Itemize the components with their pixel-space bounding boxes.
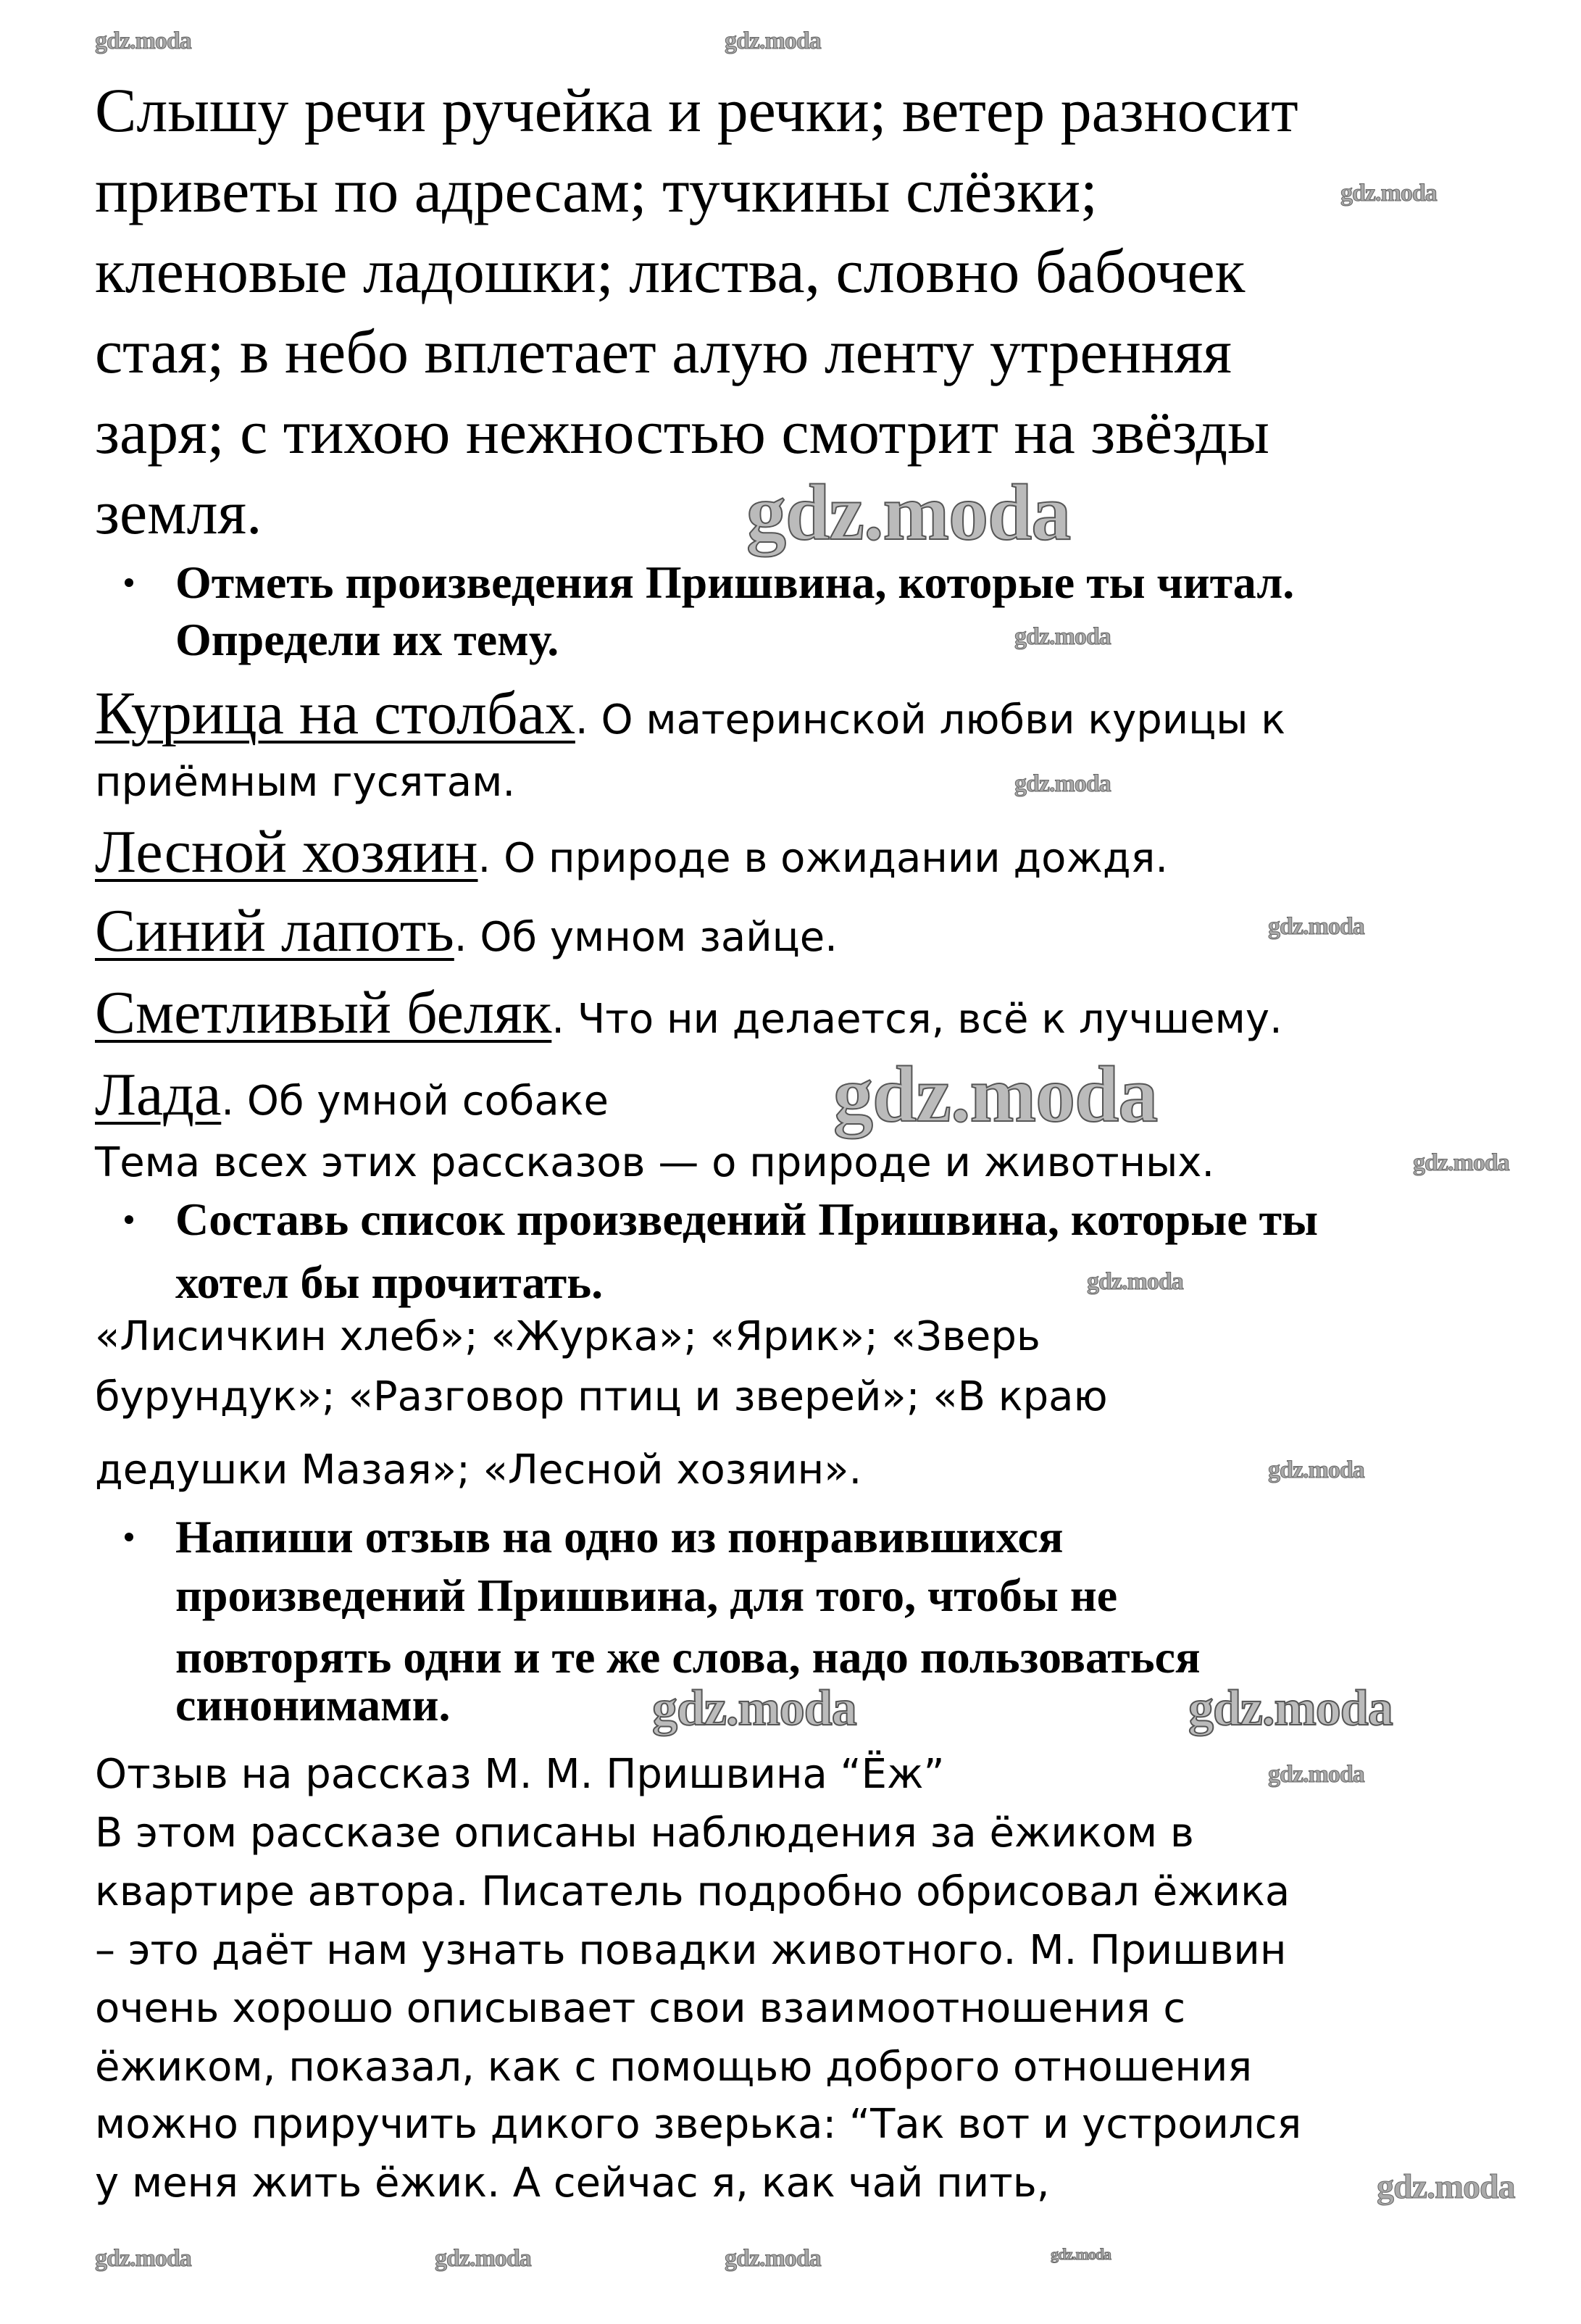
task-text: Определи их тему. [175, 614, 559, 665]
list-line: «Лисичкин хлеб»; «Журка»; «Ярик»; «Зверь [95, 1313, 1040, 1360]
work-item [95, 897, 838, 965]
list-line: дедушки Мазая»; «Лесной хозяин». [95, 1446, 862, 1494]
review-line: очень хорошо описывает свои взаимоотношения с [95, 1985, 1186, 2032]
work-title: Лада [95, 1061, 222, 1128]
watermark: gdz.moda [1188, 1680, 1393, 1736]
task-text: повторять одни и те же слова, надо пользоваться [175, 1631, 1201, 1683]
watermark: gdz.moda [746, 468, 1071, 557]
poem-line: кленовые ладошки; листва, словно бабочек [95, 236, 1246, 306]
watermark: gdz.moda [1340, 180, 1437, 207]
work-desc: . Об умной собаке [221, 1078, 609, 1125]
watermark: gdz.moda [1268, 1761, 1364, 1788]
review-line: у меня жить ёжик. А сейчас я, как чай пить, [95, 2160, 1050, 2207]
watermark: gdz.moda [435, 2245, 531, 2272]
review-line: – это даёт нам узнать повадки животного. М. Пришвин [95, 1927, 1287, 1974]
work-title: Синий лапоть [95, 897, 454, 965]
watermark: gdz.moda [1377, 2167, 1515, 2206]
bullet-icon [125, 578, 133, 587]
work-title: Лесной хозяин [95, 818, 478, 886]
work-desc: . Что ни делается, всё к лучшему. [551, 996, 1282, 1043]
task-text: Напиши отзыв на одно из понравившихся [175, 1511, 1064, 1562]
watermark: gdz.moda [1051, 2245, 1111, 2263]
work-desc: . О природе в ожидании дождя. [477, 835, 1169, 882]
watermark: gdz.moda [1413, 1149, 1509, 1176]
watermark: gdz.moda [1268, 913, 1364, 940]
work-title: Сметливый беляк [95, 979, 552, 1046]
bullet-icon [125, 1215, 133, 1224]
watermark: gdz.moda [725, 2245, 821, 2272]
poem-line: стая; в небо вплетает алую ленту утренняя [95, 317, 1232, 386]
poem-line: земля. [95, 478, 262, 547]
watermark: gdz.moda [1014, 623, 1111, 650]
task-text: хотел бы прочитать. [175, 1257, 604, 1308]
poem-line: заря; с тихою нежностью смотрит на звёзды [95, 397, 1269, 467]
review-line: можно приручить дикого зверька: “Так вот и устроился [95, 2101, 1302, 2148]
poem-line: приветы по адресам; тучкины слёзки; [95, 156, 1098, 225]
work-item [95, 680, 1286, 747]
watermark: gdz.moda [1087, 1268, 1183, 1295]
work-desc: . О материнской любви курицы к [575, 696, 1286, 744]
watermark: gdz.moda [95, 2245, 191, 2272]
work-item [95, 818, 1169, 886]
theme-text: Тема всех этих рассказов — о природе и животных. [95, 1139, 1215, 1186]
list-line: бурундук»; «Разговор птиц и зверей»; «В краю [95, 1373, 1108, 1420]
review-line: В этом рассказе описаны наблюдения за ёжиком в [95, 1809, 1194, 1857]
task-text: Отметь произведения Пришвина, которые ты читал. [175, 557, 1295, 608]
review-line: квартире автора. Писатель подробно обрисовал ёжика [95, 1868, 1290, 1915]
work-item [95, 1061, 609, 1128]
work-desc-cont: приёмным гусятам. [95, 759, 516, 806]
work-item [95, 979, 1282, 1046]
task-text: произведений Пришвина, для того, чтобы не [175, 1570, 1118, 1621]
review-title: Отзыв на рассказ М. М. Пришвина “Ёж” [95, 1751, 945, 1798]
watermark: gdz.moda [1014, 770, 1111, 797]
watermark: gdz.moda [652, 1680, 856, 1736]
watermark: gdz.moda [725, 28, 821, 54]
task-text: синонимами. [175, 1679, 451, 1730]
watermark: gdz.moda [1268, 1457, 1364, 1483]
bullet-icon [125, 1533, 133, 1541]
watermark: gdz.moda [95, 28, 191, 54]
poem-line: Слышу речи ручейка и речки; ветер разносит [95, 75, 1298, 145]
work-title: Курица на столбах [95, 680, 575, 747]
review-line: ёжиком, показал, как с помощью доброго отношения [95, 2044, 1253, 2091]
work-desc: . Об умном зайце. [454, 914, 838, 961]
watermark: gdz.moda [833, 1050, 1158, 1138]
task-text: Составь список произведений Пришвина, которые ты [175, 1194, 1319, 1245]
